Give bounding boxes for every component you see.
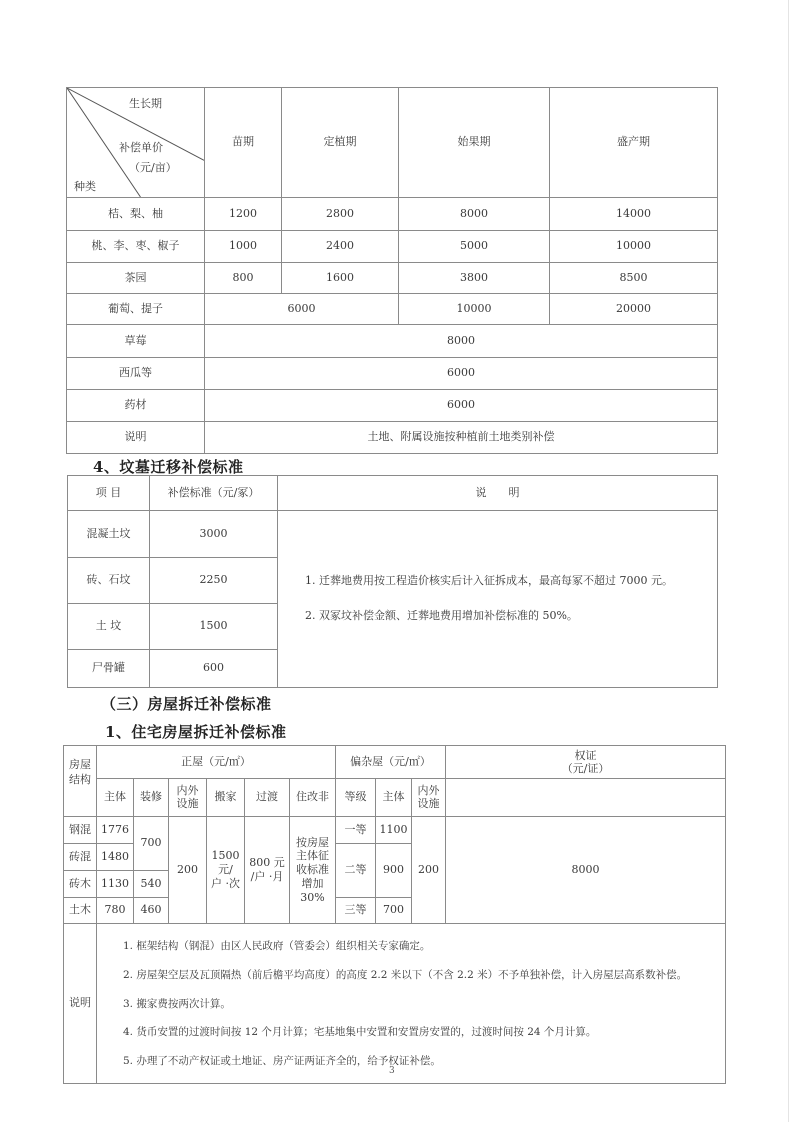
type-label: 种类	[74, 180, 96, 193]
table-cell: 800	[205, 263, 282, 294]
table-row	[67, 198, 718, 231]
certificate-header: 权证 （元/证）	[446, 746, 726, 779]
row-label: 土 坟	[68, 604, 150, 650]
table-cell: 1000	[205, 231, 282, 263]
grave-notes-cell	[278, 511, 718, 688]
row-label: 葡萄、提子	[67, 294, 205, 325]
table-row	[67, 231, 718, 263]
column-header: 盛产期	[550, 88, 718, 198]
table-row	[67, 263, 718, 294]
table-cell: 3000	[150, 511, 278, 558]
structure-label: 砖木	[64, 871, 97, 898]
crop-header-row	[67, 88, 718, 198]
table-cell: 2800	[282, 198, 399, 231]
row-label: 尸骨罐	[68, 650, 150, 688]
column-header: 补偿标准（元/冢）	[150, 476, 278, 511]
grade-label: 二等	[336, 844, 376, 898]
unit-price-label: 补偿单价	[119, 141, 163, 154]
grave-compensation-table	[67, 475, 718, 688]
table-cell: 按房屋 主体征 收标准 增加 30%	[290, 817, 336, 924]
table-cell: 540	[134, 871, 169, 898]
column-header: 主体	[376, 779, 412, 817]
table-cell: 2250	[150, 558, 278, 604]
empty-cell	[446, 779, 726, 817]
row-label: 桔、梨、柚	[67, 198, 205, 231]
note-line: 1. 迁葬地费用按工程造价核实后计入征拆成本，最高每冢不超过 7000 元。	[305, 573, 673, 587]
table-row	[64, 817, 726, 844]
main-house-header: 正屋（元/㎡）	[97, 746, 336, 779]
column-header: 苗期	[205, 88, 282, 198]
column-header: 等级	[336, 779, 376, 817]
unit-label: （元/亩）	[129, 161, 177, 174]
column-header: 定植期	[282, 88, 399, 198]
table-cell: 6000	[205, 294, 399, 325]
house-header-row-1	[64, 746, 726, 779]
table-cell: 20000	[550, 294, 718, 325]
grave-header-row	[68, 476, 718, 511]
table-cell: 10000	[550, 231, 718, 263]
page-number: 3	[389, 1066, 395, 1076]
table-cell: 600	[150, 650, 278, 688]
table-row	[67, 325, 718, 358]
row-label: 药材	[67, 390, 205, 422]
row-label: 说明	[67, 422, 205, 454]
table-cell: 1200	[205, 198, 282, 231]
row-label: 砖、石坟	[68, 558, 150, 604]
table-cell: 土地、附属设施按种植前土地类别补偿	[205, 422, 718, 454]
notes-label: 说明	[64, 924, 97, 1084]
structure-label: 砖混	[64, 844, 97, 871]
column-header: 装修	[134, 779, 169, 817]
house-notes-cell	[97, 924, 726, 1084]
structure-label: 土木	[64, 898, 97, 924]
structure-label: 钢混	[64, 817, 97, 844]
table-cell: 800 元 /户 ·月	[245, 817, 290, 924]
table-cell: 8000	[446, 817, 726, 924]
table-cell: 700	[134, 817, 169, 871]
grade-label: 三等	[336, 898, 376, 924]
house-section-heading: （三）房屋拆迁补偿标准	[101, 695, 272, 713]
table-row	[68, 511, 718, 558]
column-header: 搬家	[207, 779, 245, 817]
table-cell: 1500 元/ 户 ·次	[207, 817, 245, 924]
row-label: 混凝土坟	[68, 511, 150, 558]
table-cell: 8000	[205, 325, 718, 358]
grade-label: 一等	[336, 817, 376, 844]
table-cell: 780	[97, 898, 134, 924]
house-subsection-heading: 1、住宅房屋拆迁补偿标准	[105, 723, 287, 741]
column-header: 主体	[97, 779, 134, 817]
diagonal-header-cell	[67, 88, 205, 198]
note-line: 1. 框架结构（钢混）由区人民政府（管委会）组织相关专家确定。	[123, 939, 431, 952]
table-row	[67, 422, 718, 454]
table-cell: 200	[412, 817, 446, 924]
table-cell: 5000	[399, 231, 550, 263]
crop-compensation-table	[66, 87, 718, 454]
house-compensation-table	[63, 745, 726, 1084]
table-cell: 1480	[97, 844, 134, 871]
table-row	[67, 390, 718, 422]
table-cell: 460	[134, 898, 169, 924]
table-cell: 6000	[205, 390, 718, 422]
table-cell: 8000	[399, 198, 550, 231]
row-label: 桃、李、枣、椒子	[67, 231, 205, 263]
table-cell: 1130	[97, 871, 134, 898]
table-cell: 10000	[399, 294, 550, 325]
table-cell: 900	[376, 844, 412, 898]
column-header: 项 目	[68, 476, 150, 511]
table-cell: 14000	[550, 198, 718, 231]
row-label: 西瓜等	[67, 358, 205, 390]
table-cell: 700	[376, 898, 412, 924]
table-cell: 1776	[97, 817, 134, 844]
note-line: 4. 货币安置的过渡时间按 12 个月计算；宅基地集中安置和安置房安置的，过渡时间按 24 个月计算。	[123, 1026, 597, 1039]
note-line: 2. 双冢坟补偿金额、迁葬地费用增加补偿标准的 50%。	[305, 609, 578, 623]
table-cell: 6000	[205, 358, 718, 390]
table-cell: 2400	[282, 231, 399, 263]
column-header: 内外 设施	[412, 779, 446, 817]
column-header: 说 明	[278, 476, 718, 511]
house-header-row-2	[64, 779, 726, 817]
table-row	[67, 294, 718, 325]
structure-header: 房屋 结构	[64, 746, 97, 817]
table-cell: 1100	[376, 817, 412, 844]
row-label: 茶园	[67, 263, 205, 294]
note-line: 2. 房屋架空层及瓦顶隔热（前后檐平均高度）的高度 2.2 米以下（不含 2.2 米）不予单独补偿，计入房屋层高系数补偿。	[123, 968, 688, 981]
growth-stage-label: 生长期	[129, 97, 162, 110]
row-label: 草莓	[67, 325, 205, 358]
note-line: 5. 办理了不动产权证或土地证、房产证两证齐全的，给予权证补偿。	[123, 1055, 441, 1068]
column-header: 过渡	[245, 779, 290, 817]
table-cell: 200	[169, 817, 207, 924]
table-cell: 1600	[282, 263, 399, 294]
table-row	[67, 358, 718, 390]
column-header: 始果期	[399, 88, 550, 198]
column-header: 内外 设施	[169, 779, 207, 817]
column-header: 住改非	[290, 779, 336, 817]
house-notes-row	[64, 924, 726, 1084]
annex-header: 偏杂屋（元/㎡）	[336, 746, 446, 779]
note-line: 3. 搬家费按两次计算。	[123, 997, 231, 1010]
table-cell: 8500	[550, 263, 718, 294]
table-cell: 3800	[399, 263, 550, 294]
table-cell: 1500	[150, 604, 278, 650]
grave-section-heading: 4、坟墓迁移补偿标准	[93, 458, 244, 476]
page-edge	[788, 0, 789, 1122]
